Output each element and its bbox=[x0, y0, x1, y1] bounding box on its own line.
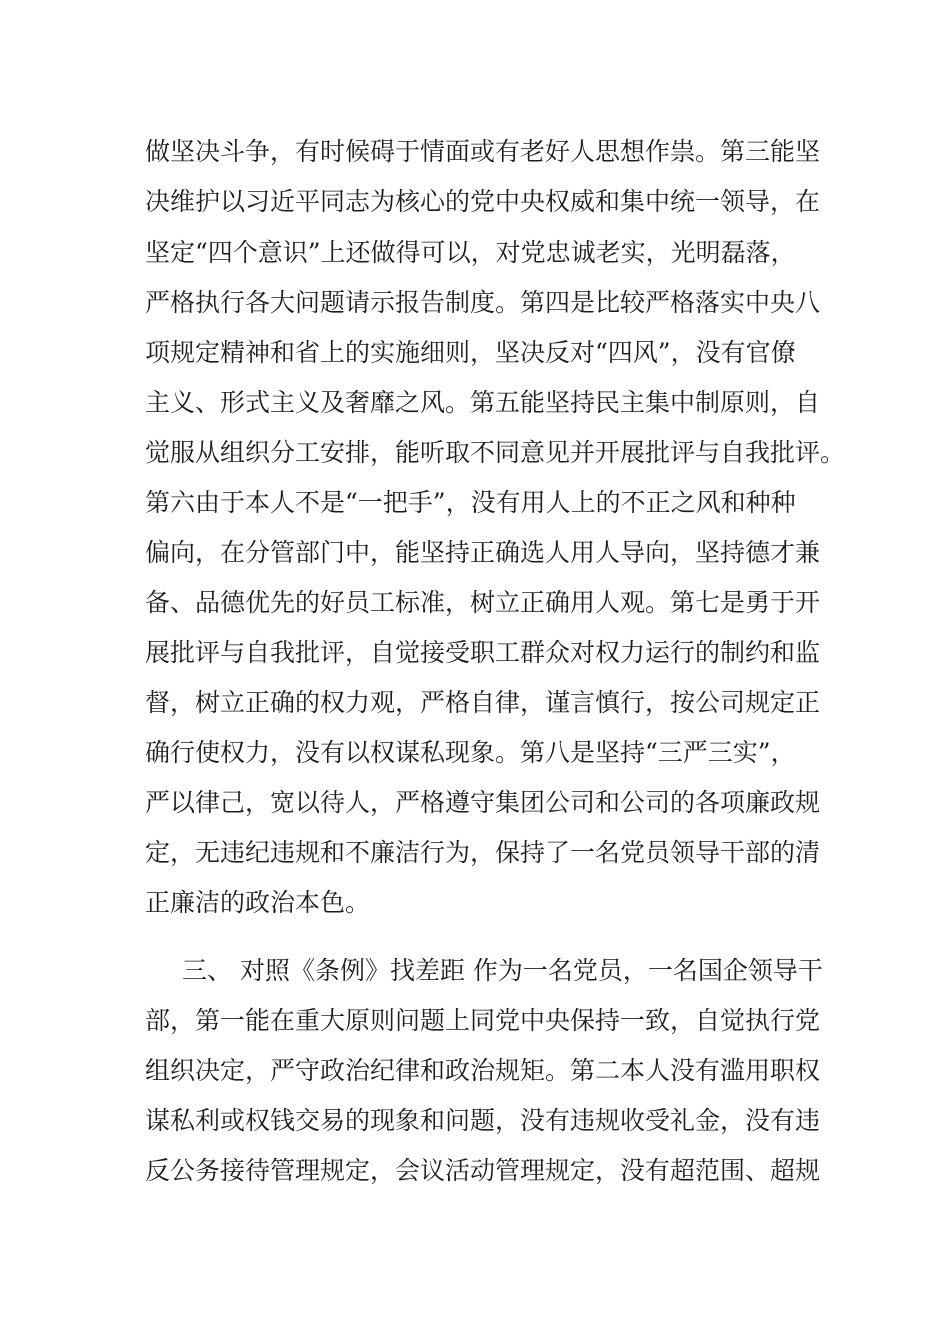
section-heading-line: 三、 对照《条例》找差距 作为一名党员，一名国企领导干 bbox=[182, 956, 823, 985]
text-line: 部，第一能在重大原则问题上同党中央保持一致，自觉执行党 bbox=[145, 1006, 821, 1035]
text-line: 偏向，在分管部门中，能坚持正确选人用人导向，坚持德才兼 bbox=[145, 538, 821, 567]
text-line: 做坚决斗争，有时候碍于情面或有老好人思想作祟。第三能坚 bbox=[145, 137, 821, 166]
text-line: 备、品德优先的好员工标准，树立正确用人观。第七是勇于开 bbox=[145, 588, 821, 617]
text-line: 第六由于本人不是“一把手”，没有用人上的不正之风和种种 bbox=[145, 488, 796, 517]
text-line: 觉服从组织分工安排，能听取不同意见并开展批评与自我批评。 bbox=[145, 438, 846, 467]
text-line: 组织决定，严守政治纪律和政治规矩。第二本人没有滥用职权 bbox=[145, 1056, 821, 1085]
text-line: 定，无违纪违规和不廉洁行为，保持了一名党员领导干部的清 bbox=[145, 838, 821, 867]
text-line: 反公务接待管理规定，会议活动管理规定，没有超范围、超规 bbox=[145, 1156, 821, 1185]
text-line: 展批评与自我批评，自觉接受职工群众对权力运行的制约和监 bbox=[145, 638, 821, 667]
text-line: 正廉洁的政治本色。 bbox=[145, 888, 371, 917]
text-line: 谋私利或权钱交易的现象和问题，没有违规收受礼金，没有违 bbox=[145, 1106, 821, 1135]
text-line: 决维护以习近平同志为核心的党中央权威和集中统一领导，在 bbox=[145, 187, 821, 216]
text-line: 坚定“四个意识”上还做得可以，对党忠诚老实，光明磊落， bbox=[145, 238, 796, 267]
text-line: 督，树立正确的权力观，严格自律，谨言慎行，按公司规定正 bbox=[145, 688, 821, 717]
text-line: 项规定精神和省上的实施细则，坚决反对“四风”，没有官僚 bbox=[145, 338, 796, 367]
text-line: 严以律己，宽以待人，严格遵守集团公司和公司的各项廉政规 bbox=[145, 788, 821, 817]
text-line: 确行使权力，没有以权谋私现象。第八是坚持“三严三实”， bbox=[145, 738, 796, 767]
text-line: 严格执行各大问题请示报告制度。第四是比较严格落实中央八 bbox=[145, 288, 821, 317]
text-line: 主义、形式主义及奢靡之风。第五能坚持民主集中制原则，自 bbox=[145, 388, 821, 417]
